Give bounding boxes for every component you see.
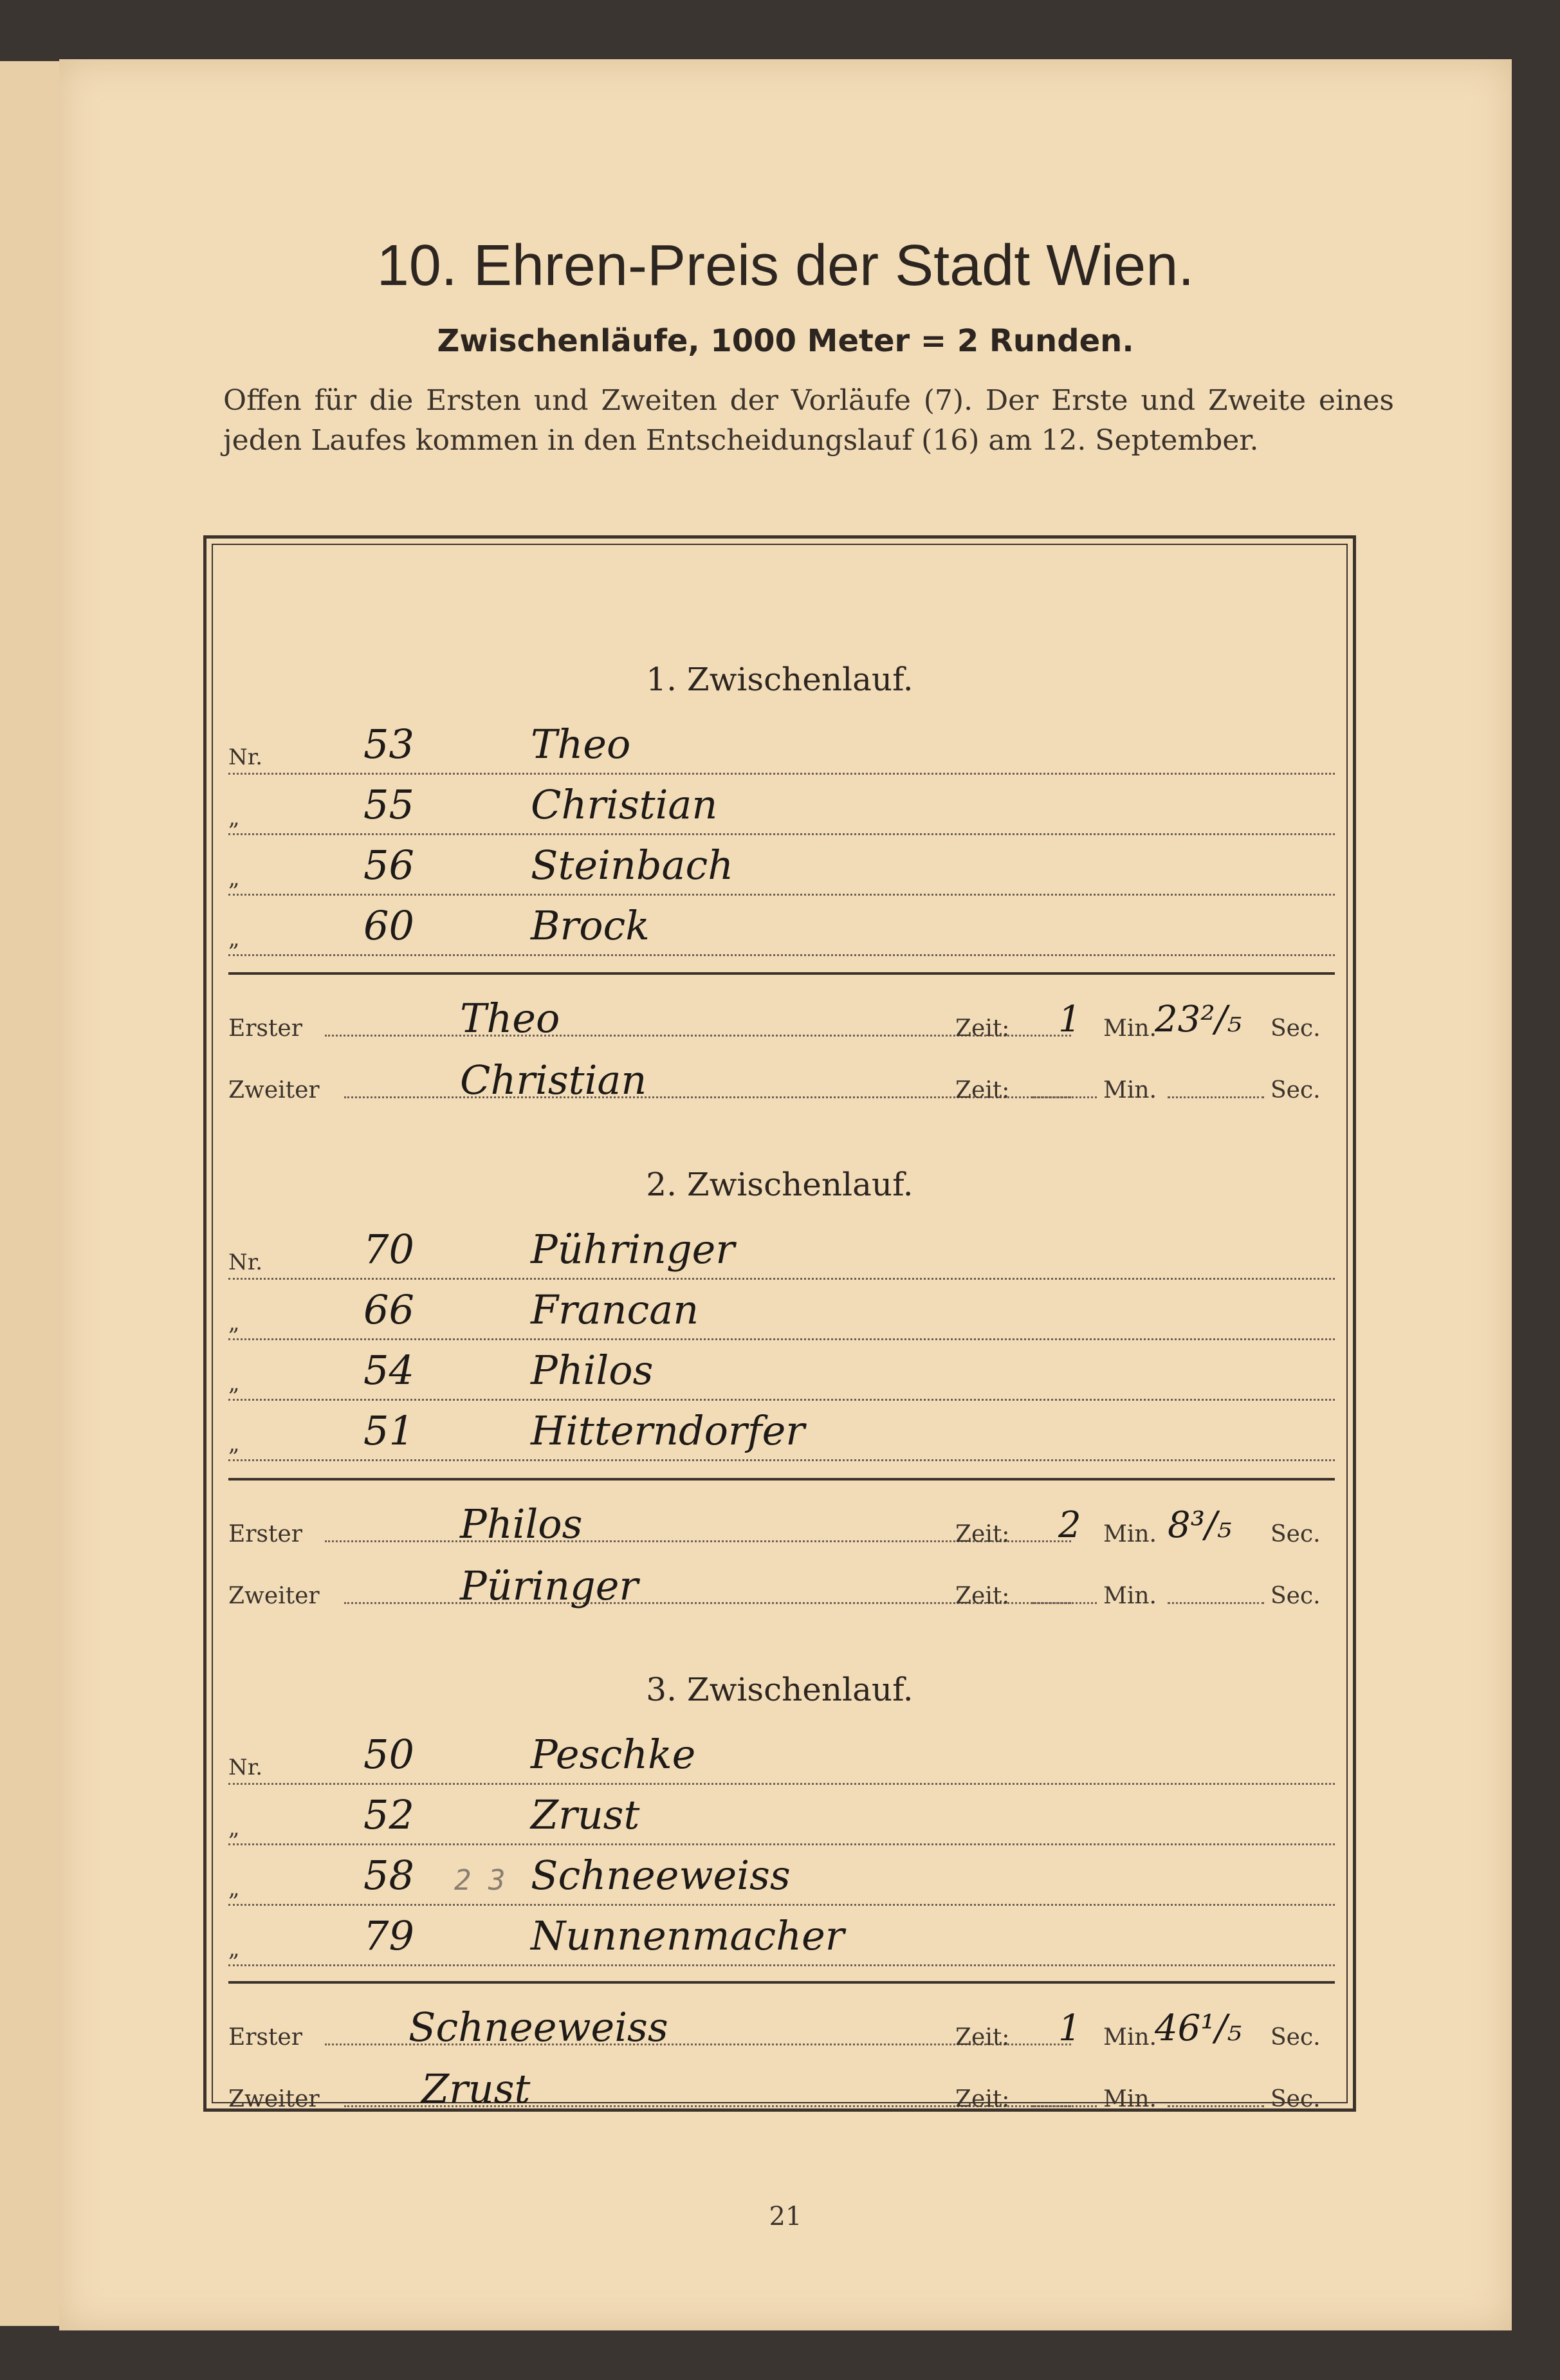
erster-label: Erster: [228, 1521, 302, 1547]
results-form-inner: [212, 544, 1348, 2112]
nr-label: Nr.: [228, 744, 263, 770]
zweiter-label: Zweiter: [228, 2086, 320, 2112]
entry-name: Steinbach: [531, 842, 734, 889]
ditto-label: „: [228, 805, 240, 831]
ditto-label: „: [228, 1310, 240, 1336]
time-seconds: 46¹/₅: [1155, 2007, 1242, 2049]
erster-label: Erster: [228, 1015, 302, 1042]
entry-name: Zrust: [531, 1791, 640, 1838]
entry-number: 79: [363, 1912, 414, 1959]
time-minutes: 2: [1058, 1504, 1081, 1546]
first-place-name: Philos: [460, 1500, 583, 1547]
zeit-label: Zeit:: [955, 2024, 1010, 2051]
entry-number: 60: [363, 902, 414, 949]
entry-row: [228, 1345, 1335, 1401]
results-form: [203, 535, 1356, 2112]
entry-name: Nunnenmacher: [531, 1912, 845, 1959]
fill-line: [1168, 1602, 1264, 1604]
sec-label: Sec.: [1271, 1077, 1321, 1103]
time-minutes: 1: [1058, 999, 1081, 1040]
fill-line: [1168, 2105, 1264, 2107]
sec-label: Sec.: [1271, 1521, 1321, 1547]
heat-separator: [228, 1981, 1335, 1984]
heat-title: 1. Zwischenlauf.: [646, 661, 913, 698]
first-place-row: [228, 1998, 1335, 2054]
erster-label: Erster: [228, 2024, 302, 2051]
second-place-name: Christian: [460, 1056, 647, 1103]
heat-separator: [228, 972, 1335, 975]
entry-name: Schneeweiss: [531, 1852, 791, 1899]
fill-line: [1168, 1096, 1264, 1098]
entry-number: 51: [363, 1407, 414, 1454]
entry-number: 53: [363, 721, 414, 768]
ditto-label: „: [228, 1370, 240, 1396]
entry-name: Francan: [531, 1286, 699, 1333]
intro-text: Offen für die Ersten und Zweiten der Vorläufe (7). Der Erste und Zweite eines jeden Laufes kommen in den Entscheidungslauf (16) am 12. September.: [223, 384, 1394, 457]
entry-name: Brock: [531, 902, 650, 949]
time-minutes: 1: [1058, 2007, 1081, 2049]
entry-row: [228, 1910, 1335, 1966]
ditto-label: „: [228, 1876, 240, 1901]
sec-label: Sec.: [1271, 2086, 1321, 2112]
entry-name: Peschke: [531, 1731, 696, 1778]
zweiter-label: Zweiter: [228, 1583, 320, 1609]
ditto-label: „: [228, 926, 240, 952]
entry-number: 58: [363, 1852, 414, 1899]
zeit-label: Zeit:: [955, 1583, 1010, 1609]
heat-title: 2. Zwischenlauf.: [646, 1166, 913, 1203]
nr-label: Nr.: [228, 1250, 263, 1275]
min-label: Min.: [1103, 1077, 1157, 1103]
entry-row: [228, 900, 1335, 956]
entry-name: Theo: [531, 721, 631, 768]
entry-number: 56: [363, 842, 414, 889]
time-seconds: 23²/₅: [1155, 999, 1242, 1040]
entry-row: [228, 1284, 1335, 1340]
fill-line: [1032, 2105, 1097, 2107]
entry-row: [228, 1405, 1335, 1461]
ditto-label: „: [228, 865, 240, 891]
second-place-row: [228, 2060, 1335, 2116]
entry-row: [228, 1850, 1335, 1906]
page-number: 21: [769, 2202, 802, 2231]
entry-row: [228, 779, 1335, 835]
entry-number: 66: [363, 1286, 414, 1333]
entry-name: Christian: [531, 781, 718, 828]
entry-row: [228, 1729, 1335, 1785]
entry-number: 55: [363, 781, 414, 828]
min-label: Min.: [1103, 1583, 1157, 1609]
first-place-row: [228, 1495, 1335, 1551]
fill-line: [1032, 1602, 1097, 1604]
page-subtitle: Zwischenläufe, 1000 Meter = 2 Runden.: [437, 323, 1134, 359]
entry-name: Pühringer: [531, 1226, 735, 1273]
first-place-name: Theo: [460, 995, 560, 1042]
entry-row: [228, 840, 1335, 896]
facing-page-edge: [0, 61, 61, 2326]
entry-number: 70: [363, 1226, 414, 1273]
min-label: Min.: [1103, 1521, 1157, 1547]
min-label: Min.: [1103, 2086, 1157, 2112]
second-place-row: [228, 1556, 1335, 1613]
entry-row: [228, 1224, 1335, 1280]
heat-title: 3. Zwischenlauf.: [646, 1671, 913, 1708]
min-label: Min.: [1103, 1015, 1157, 1042]
zeit-label: Zeit:: [955, 2086, 1010, 2112]
second-place-row: [228, 1051, 1335, 1107]
sec-label: Sec.: [1271, 1583, 1321, 1609]
pencil-note: 2 3: [454, 1864, 506, 1897]
second-place-name: Püringer: [460, 1562, 639, 1609]
sec-label: Sec.: [1271, 2024, 1321, 2051]
entry-name: Hitterndorfer: [531, 1407, 805, 1454]
zeit-label: Zeit:: [955, 1015, 1010, 1042]
entry-number: 54: [363, 1347, 414, 1394]
book-page: [59, 59, 1512, 2330]
min-label: Min.: [1103, 2024, 1157, 2051]
entry-row: [228, 719, 1335, 775]
zeit-label: Zeit:: [955, 1521, 1010, 1547]
entry-number: 52: [363, 1791, 414, 1838]
first-place-row: [228, 989, 1335, 1046]
entry-row: [228, 1789, 1335, 1845]
heat-separator: [228, 1478, 1335, 1481]
zweiter-label: Zweiter: [228, 1077, 320, 1103]
entry-name: Philos: [531, 1347, 654, 1394]
sec-label: Sec.: [1271, 1015, 1321, 1042]
first-place-name: Schneeweiss: [408, 2004, 668, 2051]
zeit-label: Zeit:: [955, 1077, 1010, 1103]
fill-line: [1032, 1096, 1097, 1098]
entry-number: 50: [363, 1731, 414, 1778]
page-title: 10. Ehren-Preis der Stadt Wien.: [376, 234, 1195, 298]
ditto-label: „: [228, 1431, 240, 1457]
nr-label: Nr.: [228, 1755, 263, 1780]
ditto-label: „: [228, 1936, 240, 1962]
time-seconds: 8³/₅: [1168, 1504, 1232, 1546]
ditto-label: „: [228, 1815, 240, 1841]
second-place-name: Zrust: [421, 2065, 531, 2112]
